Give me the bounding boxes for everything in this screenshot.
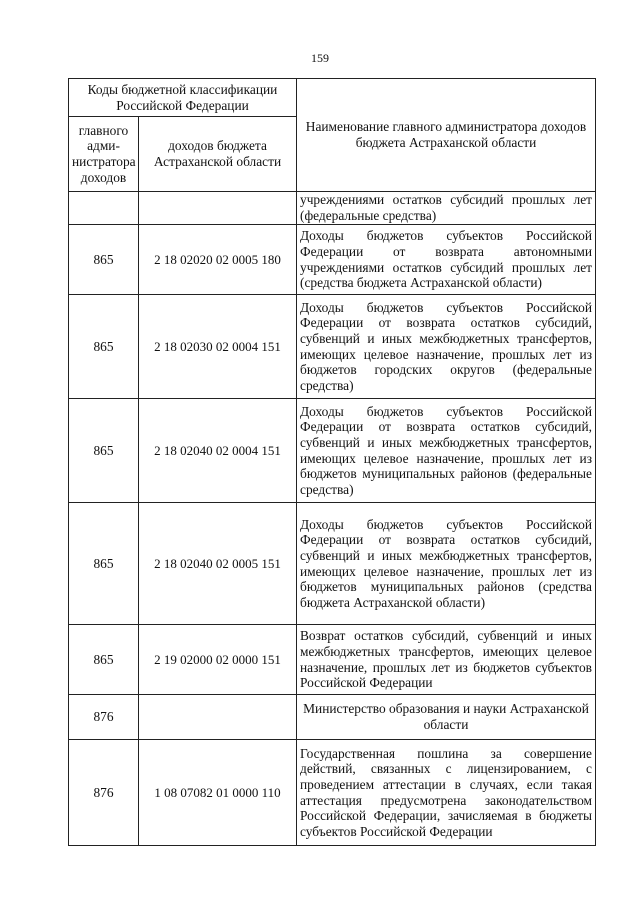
- income-code-cell: [139, 192, 297, 225]
- table-row: [69, 625, 596, 695]
- description-cell: учреждениями остатков субсидий прошлых лет (федеральные средства): [297, 192, 596, 225]
- table-row: [69, 295, 596, 399]
- admin-code-cell: 876: [69, 695, 139, 740]
- admin-code-cell: 876: [69, 740, 139, 846]
- ministry-name-cell: Министерство образования и науки Астраханской области: [297, 695, 596, 740]
- description-cell: Доходы бюджетов субъектов Российской Федерации от возврата автономными учреждениями остатков субсидий прошлых лет (средства бюджета Астраханской области): [297, 225, 596, 295]
- admin-code-cell: 865: [69, 503, 139, 625]
- admin-code-cell: 865: [69, 399, 139, 503]
- income-code-cell: 2 18 02040 02 0005 151: [139, 503, 297, 625]
- table-row: [69, 503, 596, 625]
- table-row: [69, 225, 596, 295]
- table-row: [69, 192, 596, 225]
- table-row: [69, 695, 596, 740]
- description-cell: Доходы бюджетов субъектов Российской Федерации от возврата остатков субсидий, субвенций и иных межбюджетных трансфертов, имеющих целевое назначение, прошлых лет из бюджетов муниципальных районов (средства бюджета Астраханской области): [297, 503, 596, 625]
- admin-column-header: главного адми-нистратора доходов: [69, 117, 139, 192]
- codes-group-header: Коды бюджетной классификации Российской Федерации: [69, 79, 297, 117]
- income-code-cell: 2 19 02000 02 0000 151: [139, 625, 297, 695]
- income-code-cell: 2 18 02020 02 0005 180: [139, 225, 297, 295]
- header-row: [69, 79, 596, 117]
- table-row: [69, 740, 596, 846]
- admin-code-cell: 865: [69, 295, 139, 399]
- admin-code-cell: 865: [69, 225, 139, 295]
- table-row: [69, 399, 596, 503]
- description-cell: Государственная пошлина за совершение действий, связанных с лицензированием, с проведением аттестации в случаях, если такая аттестация предусмотрена законодательством Российской Федерации, зачисляемая в бюджеты субъектов Российской Федерации: [297, 740, 596, 846]
- income-code-cell: [139, 695, 297, 740]
- income-code-cell: 2 18 02040 02 0004 151: [139, 399, 297, 503]
- description-cell: Доходы бюджетов субъектов Российской Федерации от возврата остатков субсидий, субвенций и иных межбюджетных трансфертов, имеющих целевое назначение, прошлых лет из бюджетов муниципальных районов (федеральные средства): [297, 399, 596, 503]
- income-column-header: доходов бюджета Астраханской области: [139, 117, 297, 192]
- page-number: 159: [311, 51, 329, 65]
- admin-code-cell: 865: [69, 625, 139, 695]
- name-column-header: Наименование главного администратора доходов бюджета Астраханской области: [297, 79, 596, 192]
- income-code-cell: 2 18 02030 02 0004 151: [139, 295, 297, 399]
- description-cell: Доходы бюджетов субъектов Российской Федерации от возврата остатков субсидий, субвенций и иных межбюджетных трансфертов, имеющих целевое назначение, прошлых лет из бюджетов городских округов (федеральные средства): [297, 295, 596, 399]
- admin-code-cell: [69, 192, 139, 225]
- description-cell: Возврат остатков субсидий, субвенций и иных межбюджетных трансфертов, имеющих целевое назначение, прошлых лет из бюджетов субъектов Российской Федерации: [297, 625, 596, 695]
- income-code-cell: 1 08 07082 01 0000 110: [139, 740, 297, 846]
- budget-classification-table: [68, 78, 596, 846]
